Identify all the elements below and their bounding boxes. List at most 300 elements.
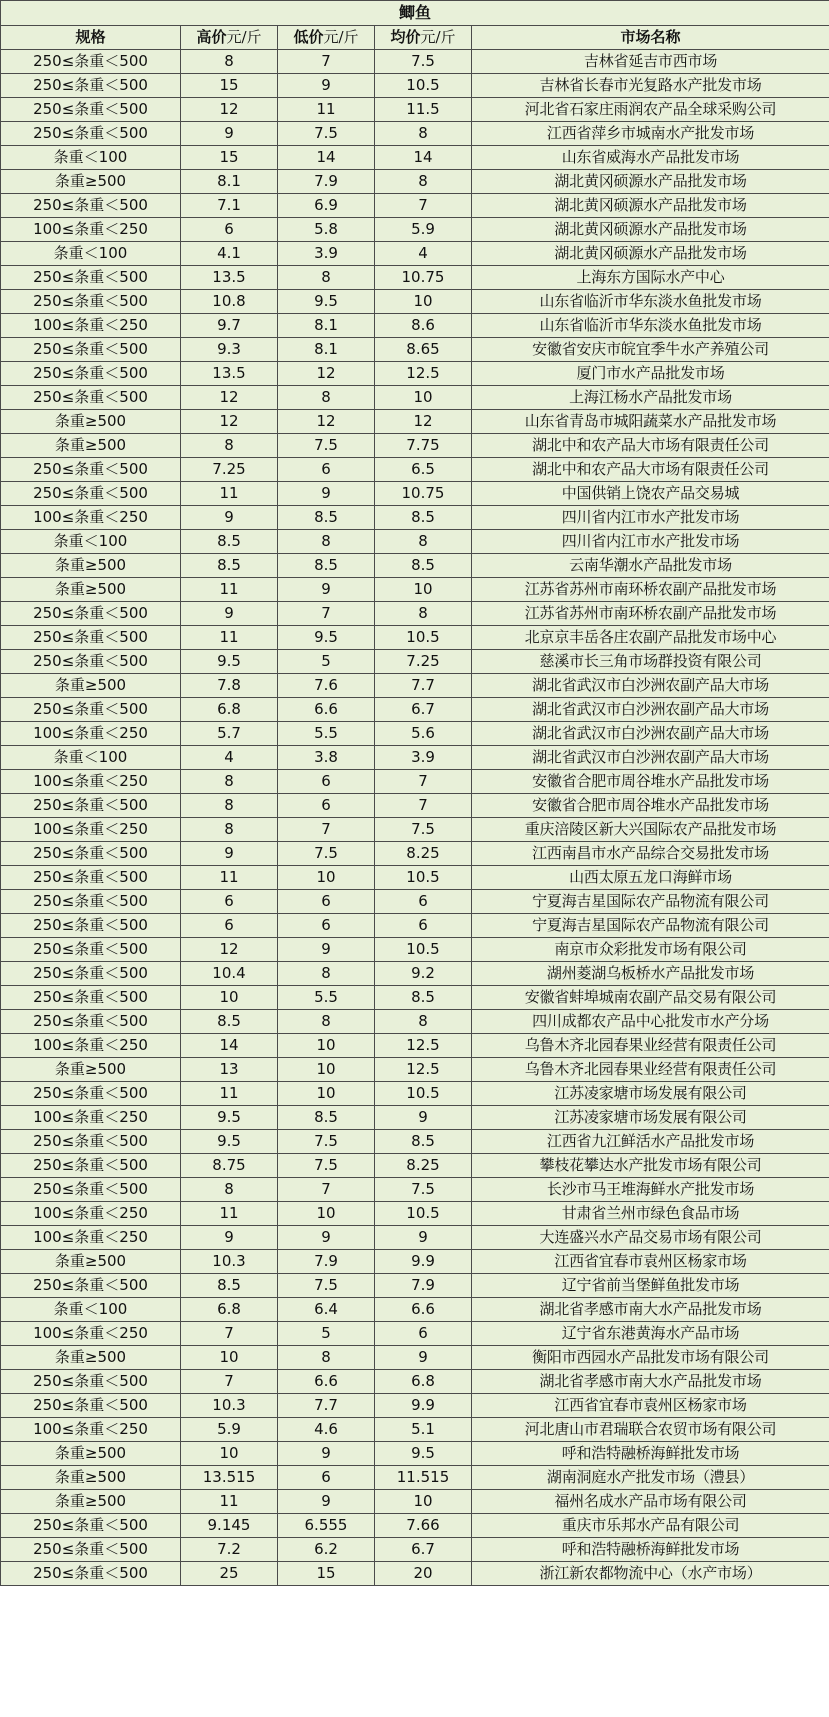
cell-spec: 条重＜100 — [1, 1298, 181, 1322]
cell-avg: 12.5 — [375, 362, 472, 386]
cell-spec: 250≤条重＜500 — [1, 122, 181, 146]
cell-high: 13.5 — [181, 266, 278, 290]
cell-spec: 100≤条重＜250 — [1, 218, 181, 242]
cell-spec: 100≤条重＜250 — [1, 1106, 181, 1130]
cell-low: 8.1 — [278, 314, 375, 338]
cell-avg: 10 — [375, 1490, 472, 1514]
cell-avg: 8.65 — [375, 338, 472, 362]
table-row — [1, 1562, 829, 1586]
cell-avg: 5.6 — [375, 722, 472, 746]
cell-market: 宁夏海吉星国际农产品物流有限公司 — [472, 914, 829, 938]
cell-high: 5.7 — [181, 722, 278, 746]
cell-high: 9 — [181, 842, 278, 866]
cell-market: 山东省临沂市华东淡水鱼批发市场 — [472, 314, 829, 338]
cell-avg: 8.6 — [375, 314, 472, 338]
cell-high: 11 — [181, 626, 278, 650]
cell-avg: 8 — [375, 1010, 472, 1034]
cell-low: 6 — [278, 794, 375, 818]
cell-market: 重庆涪陵区新大兴国际农产品批发市场 — [472, 818, 829, 842]
cell-spec: 250≤条重＜500 — [1, 1514, 181, 1538]
cell-avg: 8.25 — [375, 842, 472, 866]
cell-market: 湖南洞庭水产批发市场（澧县） — [472, 1466, 829, 1490]
cell-market: 乌鲁木齐北园春果业经营有限责任公司 — [472, 1058, 829, 1082]
table-row — [1, 122, 829, 146]
cell-avg: 8 — [375, 602, 472, 626]
cell-high: 9 — [181, 506, 278, 530]
cell-spec: 250≤条重＜500 — [1, 1538, 181, 1562]
table-row — [1, 1250, 829, 1274]
cell-low: 7.9 — [278, 1250, 375, 1274]
cell-market: 湖州菱湖乌板桥水产品批发市场 — [472, 962, 829, 986]
cell-spec: 250≤条重＜500 — [1, 842, 181, 866]
cell-market: 长沙市马王堆海鲜水产批发市场 — [472, 1178, 829, 1202]
cell-spec: 250≤条重＜500 — [1, 266, 181, 290]
table-row — [1, 530, 829, 554]
cell-market: 湖北省武汉市白沙洲农副产品大市场 — [472, 698, 829, 722]
cell-spec: 250≤条重＜500 — [1, 74, 181, 98]
table-row — [1, 722, 829, 746]
cell-spec: 250≤条重＜500 — [1, 1082, 181, 1106]
cell-market: 湖北省武汉市白沙洲农副产品大市场 — [472, 722, 829, 746]
cell-high: 9.5 — [181, 1106, 278, 1130]
cell-high: 7.8 — [181, 674, 278, 698]
cell-avg: 10 — [375, 386, 472, 410]
cell-high: 5.9 — [181, 1418, 278, 1442]
cell-market: 攀枝花攀达水产批发市场有限公司 — [472, 1154, 829, 1178]
cell-spec: 100≤条重＜250 — [1, 1202, 181, 1226]
cell-avg: 7 — [375, 794, 472, 818]
cell-market: 云南华潮水产品批发市场 — [472, 554, 829, 578]
cell-spec: 条重≥500 — [1, 554, 181, 578]
cell-low: 9 — [278, 578, 375, 602]
cell-low: 9 — [278, 482, 375, 506]
cell-spec: 条重≥500 — [1, 434, 181, 458]
cell-high: 9 — [181, 1226, 278, 1250]
cell-high: 9.7 — [181, 314, 278, 338]
table-row — [1, 794, 829, 818]
cell-market: 安徽省蚌埠城南农副产品交易有限公司 — [472, 986, 829, 1010]
cell-spec: 条重≥500 — [1, 410, 181, 434]
cell-avg: 5.9 — [375, 218, 472, 242]
table-row — [1, 938, 829, 962]
cell-market: 乌鲁木齐北园春果业经营有限责任公司 — [472, 1034, 829, 1058]
cell-market: 甘肃省兰州市绿色食品市场 — [472, 1202, 829, 1226]
cell-avg: 7.9 — [375, 1274, 472, 1298]
table-row — [1, 1226, 829, 1250]
cell-avg: 14 — [375, 146, 472, 170]
table-row — [1, 458, 829, 482]
table-row — [1, 1154, 829, 1178]
cell-spec: 250≤条重＜500 — [1, 1394, 181, 1418]
header-high-label: 高价 — [196, 28, 227, 46]
cell-high: 11 — [181, 1082, 278, 1106]
table-row — [1, 1442, 829, 1466]
cell-avg: 9 — [375, 1106, 472, 1130]
cell-spec: 100≤条重＜250 — [1, 1226, 181, 1250]
cell-spec: 250≤条重＜500 — [1, 914, 181, 938]
cell-low: 7.5 — [278, 1274, 375, 1298]
cell-high: 8 — [181, 770, 278, 794]
table-row — [1, 74, 829, 98]
table-row — [1, 50, 829, 74]
table-row — [1, 1490, 829, 1514]
cell-high: 7.1 — [181, 194, 278, 218]
cell-avg: 7 — [375, 770, 472, 794]
cell-high: 9.5 — [181, 1130, 278, 1154]
cell-high: 7.25 — [181, 458, 278, 482]
table-row — [1, 1346, 829, 1370]
cell-high: 8 — [181, 434, 278, 458]
table-row — [1, 578, 829, 602]
cell-avg: 10.5 — [375, 626, 472, 650]
cell-high: 6.8 — [181, 1298, 278, 1322]
cell-high: 6 — [181, 914, 278, 938]
cell-high: 11 — [181, 866, 278, 890]
cell-avg: 7.25 — [375, 650, 472, 674]
cell-market: 四川成都农产品中心批发市水产分场 — [472, 1010, 829, 1034]
header-high — [181, 26, 278, 50]
cell-spec: 条重≥500 — [1, 1442, 181, 1466]
cell-high: 7 — [181, 1370, 278, 1394]
cell-spec: 条重≥500 — [1, 1250, 181, 1274]
cell-market: 安徽省安庆市皖宜季牛水产养殖公司 — [472, 338, 829, 362]
cell-high: 10 — [181, 1346, 278, 1370]
cell-spec: 条重＜100 — [1, 530, 181, 554]
cell-market: 湖北黄冈硕源水产品批发市场 — [472, 194, 829, 218]
cell-avg: 10.75 — [375, 482, 472, 506]
cell-market: 四川省内江市水产批发市场 — [472, 506, 829, 530]
cell-avg: 7.7 — [375, 674, 472, 698]
cell-high: 8.5 — [181, 554, 278, 578]
cell-avg: 9.5 — [375, 1442, 472, 1466]
cell-market: 辽宁省东港黄海水产品市场 — [472, 1322, 829, 1346]
cell-low: 8 — [278, 386, 375, 410]
cell-low: 8.5 — [278, 554, 375, 578]
cell-avg: 4 — [375, 242, 472, 266]
cell-low: 15 — [278, 1562, 375, 1586]
table-row — [1, 482, 829, 506]
cell-low: 10 — [278, 1034, 375, 1058]
cell-high: 7 — [181, 1322, 278, 1346]
table-row — [1, 674, 829, 698]
cell-spec: 250≤条重＜500 — [1, 698, 181, 722]
cell-market: 安徽省合肥市周谷堆水产品批发市场 — [472, 770, 829, 794]
cell-avg: 11.5 — [375, 98, 472, 122]
cell-spec: 250≤条重＜500 — [1, 602, 181, 626]
header-spec: 规格 — [1, 26, 181, 50]
cell-spec: 250≤条重＜500 — [1, 338, 181, 362]
cell-low: 7.5 — [278, 842, 375, 866]
cell-spec: 250≤条重＜500 — [1, 290, 181, 314]
cell-avg: 8.5 — [375, 986, 472, 1010]
cell-avg: 9 — [375, 1346, 472, 1370]
cell-high: 9.3 — [181, 338, 278, 362]
cell-market: 衡阳市西园水产品批发市场有限公司 — [472, 1346, 829, 1370]
cell-low: 8 — [278, 266, 375, 290]
cell-avg: 12 — [375, 410, 472, 434]
cell-market: 山东省青岛市城阳蔬菜水产品批发市场 — [472, 410, 829, 434]
cell-low: 7 — [278, 1178, 375, 1202]
cell-spec: 250≤条重＜500 — [1, 98, 181, 122]
cell-low: 10 — [278, 1058, 375, 1082]
cell-low: 3.9 — [278, 242, 375, 266]
table-row — [1, 650, 829, 674]
cell-high: 10.3 — [181, 1394, 278, 1418]
cell-market: 湖北黄冈硕源水产品批发市场 — [472, 170, 829, 194]
cell-high: 9 — [181, 122, 278, 146]
table-row — [1, 1514, 829, 1538]
cell-low: 8 — [278, 962, 375, 986]
cell-high: 8 — [181, 50, 278, 74]
cell-high: 8.5 — [181, 1274, 278, 1298]
table-row — [1, 1130, 829, 1154]
table-row — [1, 1178, 829, 1202]
cell-avg: 9.9 — [375, 1250, 472, 1274]
header-row — [1, 26, 829, 50]
cell-high: 11 — [181, 1202, 278, 1226]
header-low-unit: 元/斤 — [323, 28, 359, 46]
cell-low: 14 — [278, 146, 375, 170]
cell-high: 10.4 — [181, 962, 278, 986]
cell-market: 吉林省长春市光复路水产批发市场 — [472, 74, 829, 98]
cell-low: 8.5 — [278, 1106, 375, 1130]
cell-low: 7 — [278, 50, 375, 74]
header-avg-unit: 元/斤 — [420, 28, 456, 46]
cell-low: 7 — [278, 602, 375, 626]
cell-avg: 10.5 — [375, 938, 472, 962]
cell-high: 8.75 — [181, 1154, 278, 1178]
cell-spec: 100≤条重＜250 — [1, 506, 181, 530]
cell-spec: 250≤条重＜500 — [1, 986, 181, 1010]
cell-low: 6 — [278, 890, 375, 914]
cell-low: 9.5 — [278, 290, 375, 314]
cell-high: 13 — [181, 1058, 278, 1082]
cell-avg: 8.5 — [375, 1130, 472, 1154]
cell-high: 11 — [181, 1490, 278, 1514]
cell-avg: 6.7 — [375, 698, 472, 722]
cell-high: 12 — [181, 938, 278, 962]
cell-spec: 250≤条重＜500 — [1, 1130, 181, 1154]
cell-market: 江西省九江鲜活水产品批发市场 — [472, 1130, 829, 1154]
cell-low: 5 — [278, 650, 375, 674]
cell-high: 13.5 — [181, 362, 278, 386]
table-row — [1, 194, 829, 218]
cell-high: 10.8 — [181, 290, 278, 314]
cell-avg: 10.5 — [375, 1082, 472, 1106]
cell-avg: 8.5 — [375, 506, 472, 530]
cell-high: 6.8 — [181, 698, 278, 722]
cell-avg: 10.5 — [375, 74, 472, 98]
cell-high: 6 — [181, 218, 278, 242]
table-row — [1, 1034, 829, 1058]
cell-low: 6 — [278, 1466, 375, 1490]
cell-high: 11 — [181, 482, 278, 506]
cell-spec: 250≤条重＜500 — [1, 1154, 181, 1178]
cell-spec: 100≤条重＜250 — [1, 818, 181, 842]
cell-market: 湖北省孝感市南大水产品批发市场 — [472, 1370, 829, 1394]
table-row — [1, 506, 829, 530]
table-row — [1, 386, 829, 410]
table-row — [1, 338, 829, 362]
cell-avg: 20 — [375, 1562, 472, 1586]
table-row — [1, 986, 829, 1010]
cell-market: 江西省萍乡市城南水产批发市场 — [472, 122, 829, 146]
cell-avg: 8 — [375, 530, 472, 554]
cell-high: 9.5 — [181, 650, 278, 674]
cell-high: 4 — [181, 746, 278, 770]
cell-market: 湖北省孝感市南大水产品批发市场 — [472, 1298, 829, 1322]
header-low — [278, 26, 375, 50]
cell-high: 6 — [181, 890, 278, 914]
cell-low: 12 — [278, 362, 375, 386]
cell-spec: 条重≥500 — [1, 1346, 181, 1370]
cell-spec: 100≤条重＜250 — [1, 1418, 181, 1442]
cell-spec: 条重≥500 — [1, 1466, 181, 1490]
cell-spec: 条重≥500 — [1, 170, 181, 194]
cell-high: 14 — [181, 1034, 278, 1058]
cell-low: 9 — [278, 1442, 375, 1466]
table-row — [1, 1082, 829, 1106]
cell-market: 上海东方国际水产中心 — [472, 266, 829, 290]
cell-avg: 6.7 — [375, 1538, 472, 1562]
cell-avg: 6.6 — [375, 1298, 472, 1322]
table-row — [1, 170, 829, 194]
cell-market: 江西省宜春市袁州区杨家市场 — [472, 1394, 829, 1418]
cell-market: 宁夏海吉星国际农产品物流有限公司 — [472, 890, 829, 914]
table-row — [1, 362, 829, 386]
cell-high: 15 — [181, 74, 278, 98]
cell-market: 福州名成水产品市场有限公司 — [472, 1490, 829, 1514]
cell-market: 呼和浩特融桥海鲜批发市场 — [472, 1538, 829, 1562]
cell-market: 湖北黄冈硕源水产品批发市场 — [472, 242, 829, 266]
cell-low: 8.1 — [278, 338, 375, 362]
header-avg-label: 均价 — [390, 28, 421, 46]
cell-high: 10.3 — [181, 1250, 278, 1274]
cell-market: 河北唐山市君瑞联合农贸市场有限公司 — [472, 1418, 829, 1442]
cell-avg: 11.515 — [375, 1466, 472, 1490]
table-row — [1, 746, 829, 770]
cell-high: 12 — [181, 410, 278, 434]
cell-low: 7.9 — [278, 170, 375, 194]
cell-avg: 5.1 — [375, 1418, 472, 1442]
cell-spec: 条重＜100 — [1, 746, 181, 770]
cell-low: 7.6 — [278, 674, 375, 698]
cell-spec: 条重≥500 — [1, 1058, 181, 1082]
cell-avg: 9 — [375, 1226, 472, 1250]
cell-market: 厦门市水产品批发市场 — [472, 362, 829, 386]
header-high-unit: 元/斤 — [226, 28, 262, 46]
cell-market: 山西太原五龙口海鲜市场 — [472, 866, 829, 890]
table-row — [1, 554, 829, 578]
cell-market: 大连盛兴水产品交易市场有限公司 — [472, 1226, 829, 1250]
table-row — [1, 1466, 829, 1490]
cell-high: 4.1 — [181, 242, 278, 266]
cell-spec: 250≤条重＜500 — [1, 626, 181, 650]
cell-spec: 250≤条重＜500 — [1, 362, 181, 386]
cell-low: 7.5 — [278, 434, 375, 458]
cell-low: 8.5 — [278, 506, 375, 530]
cell-avg: 7.66 — [375, 1514, 472, 1538]
table-row — [1, 1418, 829, 1442]
header-avg — [375, 26, 472, 50]
cell-low: 11 — [278, 98, 375, 122]
cell-avg: 8.25 — [375, 1154, 472, 1178]
cell-market: 河北省石家庄雨润农产品全球采购公司 — [472, 98, 829, 122]
cell-market: 江西省宜春市袁州区杨家市场 — [472, 1250, 829, 1274]
cell-avg: 10 — [375, 290, 472, 314]
cell-low: 7.5 — [278, 122, 375, 146]
table-row — [1, 314, 829, 338]
cell-low: 6.9 — [278, 194, 375, 218]
table-row — [1, 434, 829, 458]
cell-avg: 8 — [375, 170, 472, 194]
cell-low: 7 — [278, 818, 375, 842]
cell-low: 7.5 — [278, 1130, 375, 1154]
cell-spec: 250≤条重＜500 — [1, 482, 181, 506]
cell-spec: 条重＜100 — [1, 146, 181, 170]
cell-low: 5.5 — [278, 986, 375, 1010]
header-market: 市场名称 — [472, 26, 829, 50]
cell-spec: 100≤条重＜250 — [1, 770, 181, 794]
cell-spec: 250≤条重＜500 — [1, 1010, 181, 1034]
cell-avg: 10.5 — [375, 866, 472, 890]
cell-spec: 250≤条重＜500 — [1, 50, 181, 74]
cell-low: 6 — [278, 770, 375, 794]
cell-spec: 250≤条重＜500 — [1, 386, 181, 410]
table-row — [1, 818, 829, 842]
cell-market: 山东省临沂市华东淡水鱼批发市场 — [472, 290, 829, 314]
cell-spec: 条重≥500 — [1, 578, 181, 602]
cell-low: 8 — [278, 1010, 375, 1034]
cell-low: 3.8 — [278, 746, 375, 770]
cell-spec: 250≤条重＜500 — [1, 1562, 181, 1586]
cell-high: 8 — [181, 1178, 278, 1202]
cell-avg: 9.9 — [375, 1394, 472, 1418]
cell-market: 吉林省延吉市西市场 — [472, 50, 829, 74]
cell-high: 10 — [181, 1442, 278, 1466]
cell-spec: 250≤条重＜500 — [1, 890, 181, 914]
cell-avg: 7.75 — [375, 434, 472, 458]
cell-high: 8.5 — [181, 1010, 278, 1034]
cell-spec: 250≤条重＜500 — [1, 866, 181, 890]
cell-market: 湖北省武汉市白沙洲农副产品大市场 — [472, 674, 829, 698]
table-row — [1, 1394, 829, 1418]
cell-avg: 10.5 — [375, 1202, 472, 1226]
header-low-label: 低价 — [293, 28, 324, 46]
cell-low: 6.4 — [278, 1298, 375, 1322]
cell-spec: 250≤条重＜500 — [1, 1178, 181, 1202]
table-row — [1, 290, 829, 314]
table-row — [1, 1538, 829, 1562]
cell-avg: 6.8 — [375, 1370, 472, 1394]
cell-spec: 250≤条重＜500 — [1, 938, 181, 962]
cell-market: 慈溪市长三角市场群投资有限公司 — [472, 650, 829, 674]
cell-avg: 12.5 — [375, 1034, 472, 1058]
cell-low: 5.5 — [278, 722, 375, 746]
table-row — [1, 146, 829, 170]
cell-market: 湖北中和农产品大市场有限责任公司 — [472, 458, 829, 482]
cell-avg: 6.5 — [375, 458, 472, 482]
cell-high: 25 — [181, 1562, 278, 1586]
cell-low: 9 — [278, 1226, 375, 1250]
table-row — [1, 866, 829, 890]
table-row — [1, 1274, 829, 1298]
cell-spec: 250≤条重＜500 — [1, 1370, 181, 1394]
cell-low: 9.5 — [278, 626, 375, 650]
table-row — [1, 1010, 829, 1034]
cell-high: 8.5 — [181, 530, 278, 554]
cell-market: 湖北省武汉市白沙洲农副产品大市场 — [472, 746, 829, 770]
